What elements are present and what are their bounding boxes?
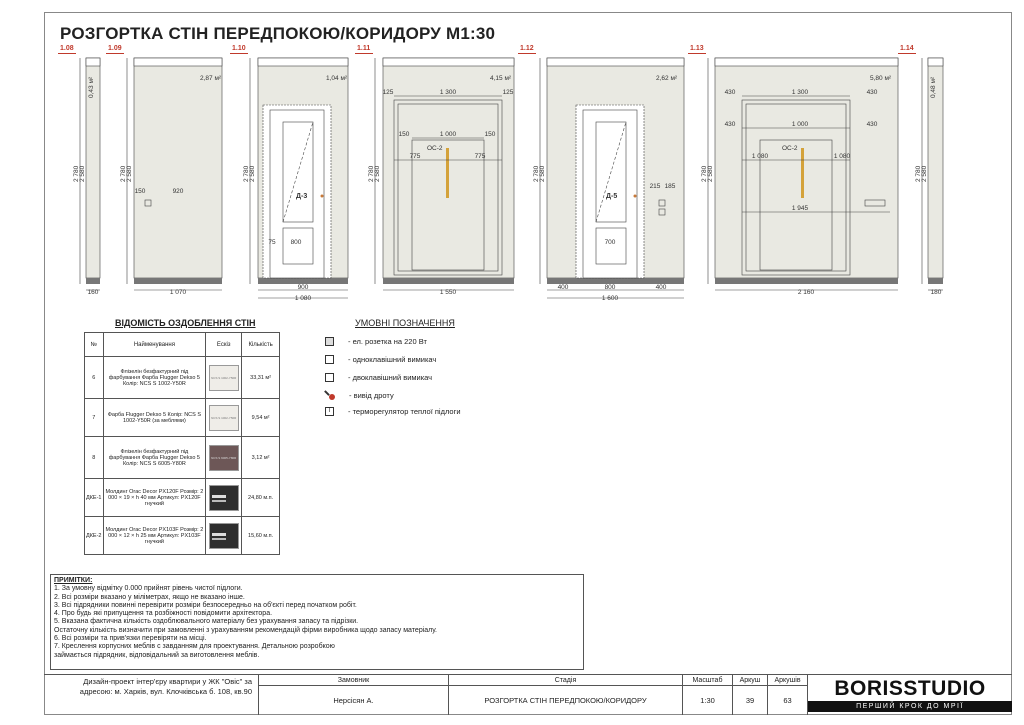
brand-tagline: ПЕРШИЙ КРОК ДО МРІЇ (808, 701, 1012, 712)
svg-text:2 580: 2 580 (249, 165, 256, 182)
svg-text:920: 920 (172, 188, 184, 195)
svg-text:2 780: 2 780 (120, 165, 127, 182)
svg-text:1 000: 1 000 (791, 121, 809, 128)
molding-sample (209, 523, 239, 549)
svg-text:2 580: 2 580 (539, 165, 546, 182)
legend-item: - двоклавішний вимикач (325, 373, 432, 382)
table-row: 6 Флізелін безфактурний під фарбування Фарба Flugger Dekso 5 Колір: NCS S 1002-Y50R NCS S 1002-Y50R 33,31 м² (85, 357, 280, 399)
svg-text:1 600: 1 600 (601, 295, 619, 302)
svg-text:2 580: 2 580 (707, 165, 714, 182)
svg-text:180: 180 (930, 289, 942, 296)
svg-text:900: 900 (297, 284, 309, 291)
svg-text:400: 400 (557, 284, 569, 291)
stage-cell: Стадія РОЗГОРТКА СТІН ПЕРЕДПОКОЮ/КОРИДОРУ (449, 675, 683, 715)
door-label: Д-3 (296, 193, 308, 200)
area-label: 0,48 м² (930, 76, 937, 98)
svg-text:430: 430 (724, 89, 736, 96)
single-switch-icon (325, 355, 334, 364)
svg-text:2 580: 2 580 (79, 165, 86, 182)
wall-elevations-drawing (0, 0, 1024, 310)
wall-1.09 (134, 58, 222, 278)
lamp-label: ОС-2 (782, 145, 798, 152)
note-line: 3. Всі підрядники повинні перевірити розміри безпосередньо на об'єкті перед початком робіт. (54, 601, 357, 609)
svg-text:215: 215 (649, 183, 661, 190)
svg-text:1 300: 1 300 (791, 89, 809, 96)
legend-item: T - терморегулятор теплої підлоги (325, 407, 461, 416)
notes-block (50, 574, 584, 670)
svg-text:2 780: 2 780 (915, 165, 922, 182)
svg-text:400: 400 (655, 284, 667, 291)
legend-title: УМОВНІ ПОЗНАЧЕННЯ (355, 318, 455, 328)
svg-text:1 300: 1 300 (439, 89, 457, 96)
legend-item: - одноклавішний вимикач (325, 355, 436, 364)
swatch-sample: NCS S 6005-Y80R (209, 445, 239, 471)
finish-schedule-table (84, 332, 280, 555)
svg-text:75: 75 (268, 239, 276, 246)
page-title: РОЗГОРТКА СТІН ПЕРЕДПОКОЮ/КОРИДОРУ М1:30 (60, 24, 496, 43)
elevation-tag: 1.08 (60, 45, 74, 52)
area-label: 4,15 м² (490, 75, 512, 82)
swatch-sample: NCS S 1002-Y50R (209, 405, 239, 431)
note-line: Остаточну кількість визначити при замовленні з урахуванням рекомендацій фірми виробника щодо запасу матеріалу. (54, 626, 437, 634)
svg-text:1 080: 1 080 (751, 153, 769, 160)
table-header: № (85, 333, 104, 357)
area-label: 2,62 м² (656, 75, 678, 82)
svg-text:430: 430 (866, 89, 878, 96)
svg-text:700: 700 (604, 239, 616, 246)
elevation-tag: 1.14 (900, 45, 914, 52)
area-label: 1,04 м² (326, 75, 348, 82)
area-label: 0,43 м² (88, 76, 95, 98)
svg-text:2 780: 2 780 (243, 165, 250, 182)
svg-text:1 080: 1 080 (833, 153, 851, 160)
note-line: 1. За умовну відмітку 0.000 прийнят рівень чистої підлоги. (54, 585, 243, 593)
wire-outlet-icon (325, 390, 335, 400)
double-switch-icon (325, 373, 334, 382)
table-row: ДКЕ-2 Молдинг Orac Decor PX103F Розмір: 2 000 × 12 × h 25 мм Артикул: PX103F гнучкий 15,60 м.п. (85, 517, 280, 555)
svg-text:1 070: 1 070 (169, 289, 187, 296)
svg-text:2 780: 2 780 (368, 165, 375, 182)
svg-text:430: 430 (724, 121, 736, 128)
svg-text:800: 800 (290, 239, 302, 246)
svg-text:2 780: 2 780 (533, 165, 540, 182)
table-header: Кількість (242, 333, 280, 357)
svg-text:160: 160 (87, 289, 99, 296)
table-header: Найменування (103, 333, 206, 357)
client-cell: Замовник Нерсісян А. (259, 675, 449, 715)
notes-title: ПРИМІТКИ: (54, 577, 93, 584)
legend-item: - ел. розетка на 220 Вт (325, 337, 427, 346)
door-label: Д-5 (606, 193, 618, 200)
svg-text:2 160: 2 160 (797, 289, 815, 296)
area-label: 5,80 м² (870, 75, 892, 82)
svg-text:125: 125 (502, 89, 514, 96)
finish-table-title: ВІДОМІСТЬ ОЗДОБЛЕННЯ СТІН (115, 318, 256, 328)
elevation-tag: 1.13 (690, 45, 704, 52)
table-row: 7 Фарба Flugger Dekso 5 Колір: NCS S 1002-Y50R (за меблями) NCS S 1002-Y50R 9,54 м² (85, 399, 280, 437)
svg-text:2 580: 2 580 (126, 165, 133, 182)
brand-logo (808, 677, 1012, 713)
svg-text:800: 800 (604, 284, 616, 291)
sheet-cell: Аркуш 39 (733, 675, 768, 715)
svg-text:1 550: 1 550 (439, 289, 457, 296)
svg-text:1 000: 1 000 (439, 131, 457, 138)
svg-text:430: 430 (866, 121, 878, 128)
svg-text:2 780: 2 780 (73, 165, 80, 182)
svg-text:775: 775 (474, 153, 486, 160)
note-line: 6. Всі розміри та прив'язки перевіряти на місці. (54, 635, 207, 643)
scale-cell: Масштаб 1:30 (683, 675, 733, 715)
svg-text:185: 185 (664, 183, 676, 190)
elevation-tag: 1.12 (520, 45, 534, 52)
svg-text:2 580: 2 580 (921, 165, 928, 182)
sheets-cell: Аркушів 63 (768, 675, 808, 715)
svg-text:1 945: 1 945 (791, 205, 809, 212)
note-line: 2. Всі розміри вказано у міліметрах, якщо не вказано інше. (54, 593, 245, 601)
svg-text:150: 150 (484, 131, 496, 138)
svg-text:150: 150 (398, 131, 410, 138)
swatch-sample: NCS S 1002-Y50R (209, 365, 239, 391)
note-line: 4. Про будь які припущення та розбіжності повідомити архітектора. (54, 610, 273, 618)
svg-text:775: 775 (409, 153, 421, 160)
svg-text:125: 125 (382, 89, 394, 96)
svg-text:1 080: 1 080 (294, 295, 312, 302)
brand-name: BORISSTUDIO (834, 677, 986, 700)
thermostat-icon: T (325, 407, 334, 416)
socket-icon (325, 337, 334, 346)
note-line: займається підрядник, відповідальний за виготовлення меблів. (54, 651, 260, 659)
molding-sample (209, 485, 239, 511)
table-header: Ескіз (206, 333, 242, 357)
project-description: Дизайн-проект інтер'єру квартири у ЖК "Овіс" за адресою: м. Харків, вул. Клочківська б. 108, кв.90 (44, 675, 259, 715)
table-row: ДКЕ-1 Молдинг Orac Decor PX120F Розмір: 2 000 × 19 × h 40 мм Артикул: PX120F гнучкий 24,80 м.п. (85, 479, 280, 517)
svg-text:2 580: 2 580 (374, 165, 381, 182)
note-line: 7. Креслення корпусних меблів с завданням для проектування. Детальною розробкою (54, 643, 335, 651)
table-row: 8 Флізелін безфактурний під фарбування Фарба Flugger Dekso 5 Колір: NCS S 6005-Y80R NCS S 6005-Y80R 3,12 м² (85, 437, 280, 479)
elevation-tag: 1.09 (108, 45, 122, 52)
elevation-tag: 1.11 (357, 45, 371, 52)
svg-text:150: 150 (134, 188, 146, 195)
note-line: 5. Вказана фактична кількість оздоблювального матеріалу без урахування запасу та підрізки. (54, 618, 359, 626)
area-label: 2,87 м² (200, 75, 222, 82)
svg-text:2 780: 2 780 (701, 165, 708, 182)
elevation-tag: 1.10 (232, 45, 246, 52)
legend-item: - вивід дроту (325, 390, 394, 400)
lamp-label: ОС-2 (427, 145, 443, 152)
